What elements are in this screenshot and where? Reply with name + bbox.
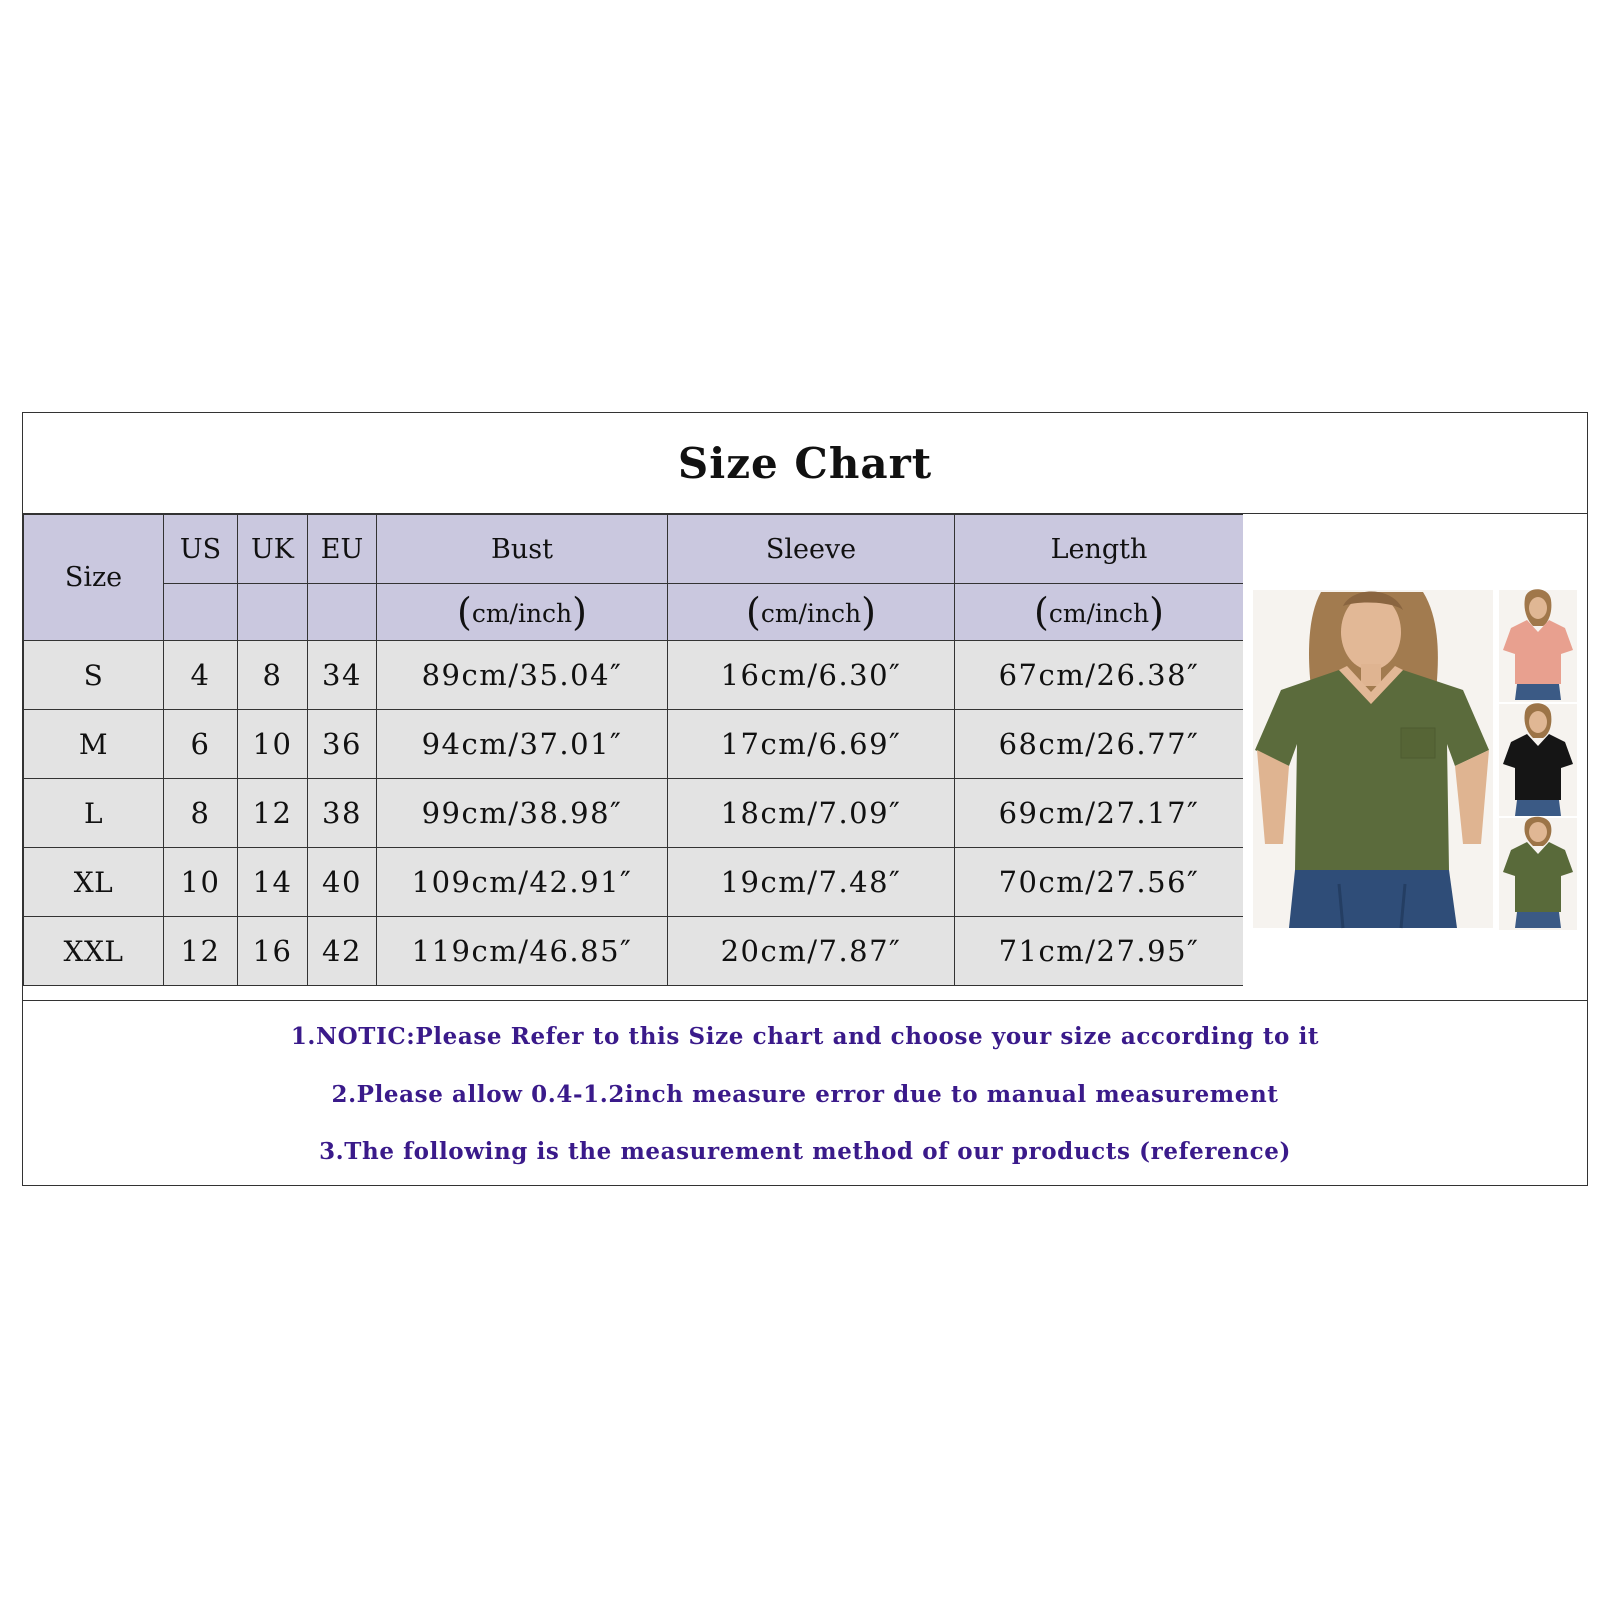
unit-eu-empty	[308, 584, 377, 641]
cell-uk: 14	[238, 848, 308, 917]
chart-title: Size Chart	[677, 438, 933, 488]
unit-sleeve: (cm/inch)	[668, 584, 955, 641]
cell-us: 4	[164, 641, 238, 710]
cell-sleeve: 19cm/7.48″	[668, 848, 955, 917]
cell-length: 70cm/27.56″	[955, 848, 1244, 917]
unit-bust-label: cm/inch	[471, 599, 573, 628]
cell-eu: 36	[308, 710, 377, 779]
thumb-pink-shirt-icon	[1499, 589, 1577, 702]
size-table	[23, 514, 1244, 986]
unit-row	[24, 584, 1244, 641]
table-row	[24, 641, 1244, 710]
header-eu: EU	[308, 515, 377, 584]
header-sleeve: Sleeve	[668, 515, 955, 584]
cell-length: 68cm/26.77″	[955, 710, 1244, 779]
cell-size: XXL	[24, 917, 164, 986]
cell-bust: 94cm/37.01″	[377, 710, 668, 779]
cell-length: 67cm/26.38″	[955, 641, 1244, 710]
size-chart-card	[22, 412, 1588, 1186]
cell-eu: 34	[308, 641, 377, 710]
product-photo-main-icon	[1253, 590, 1493, 928]
cell-bust: 109cm/42.91″	[377, 848, 668, 917]
header-bust: Bust	[377, 515, 668, 584]
cell-size: L	[24, 779, 164, 848]
cell-us: 12	[164, 917, 238, 986]
product-photo	[1243, 514, 1587, 1001]
thumb-black-shirt-icon	[1499, 703, 1577, 816]
table-row	[24, 848, 1244, 917]
cell-bust: 99cm/38.98″	[377, 779, 668, 848]
cell-eu: 38	[308, 779, 377, 848]
note-1: 1.NOTIC:Please Refer to this Size chart and choose your size according to it	[290, 1023, 1320, 1050]
cell-sleeve: 18cm/7.09″	[668, 779, 955, 848]
table-row	[24, 710, 1244, 779]
cell-length: 69cm/27.17″	[955, 779, 1244, 848]
cell-bust: 119cm/46.85″	[377, 917, 668, 986]
note-3: 3.The following is the measurement method of our products (reference)	[319, 1138, 1291, 1165]
cell-sleeve: 17cm/6.69″	[668, 710, 955, 779]
unit-sleeve-label: cm/inch	[760, 599, 862, 628]
cell-eu: 42	[308, 917, 377, 986]
cell-size: S	[24, 641, 164, 710]
cell-length: 71cm/27.95″	[955, 917, 1244, 986]
unit-uk-empty	[238, 584, 308, 641]
cell-uk: 10	[238, 710, 308, 779]
unit-length-label: cm/inch	[1048, 599, 1150, 628]
header-us: US	[164, 515, 238, 584]
cell-sleeve: 20cm/7.87″	[668, 917, 955, 986]
cell-sleeve: 16cm/6.30″	[668, 641, 955, 710]
cell-eu: 40	[308, 848, 377, 917]
cell-size: M	[24, 710, 164, 779]
header-length: Length	[955, 515, 1244, 584]
header-uk: UK	[238, 515, 308, 584]
table-row	[24, 779, 1244, 848]
cell-us: 6	[164, 710, 238, 779]
unit-length: (cm/inch)	[955, 584, 1244, 641]
cell-us: 10	[164, 848, 238, 917]
table-row	[24, 917, 1244, 986]
cell-uk: 16	[238, 917, 308, 986]
header-size: Size	[24, 515, 164, 641]
cell-uk: 8	[238, 641, 308, 710]
cell-size: XL	[24, 848, 164, 917]
unit-us-empty	[164, 584, 238, 641]
header-row	[24, 515, 1244, 584]
note-2: 2.Please allow 0.4-1.2inch measure error due to manual measurement	[331, 1081, 1279, 1108]
thumb-green-shirt-icon	[1499, 817, 1577, 930]
cell-bust: 89cm/35.04″	[377, 641, 668, 710]
cell-us: 8	[164, 779, 238, 848]
unit-bust: (cm/inch)	[377, 584, 668, 641]
notes-section	[23, 1001, 1587, 1187]
cell-uk: 12	[238, 779, 308, 848]
